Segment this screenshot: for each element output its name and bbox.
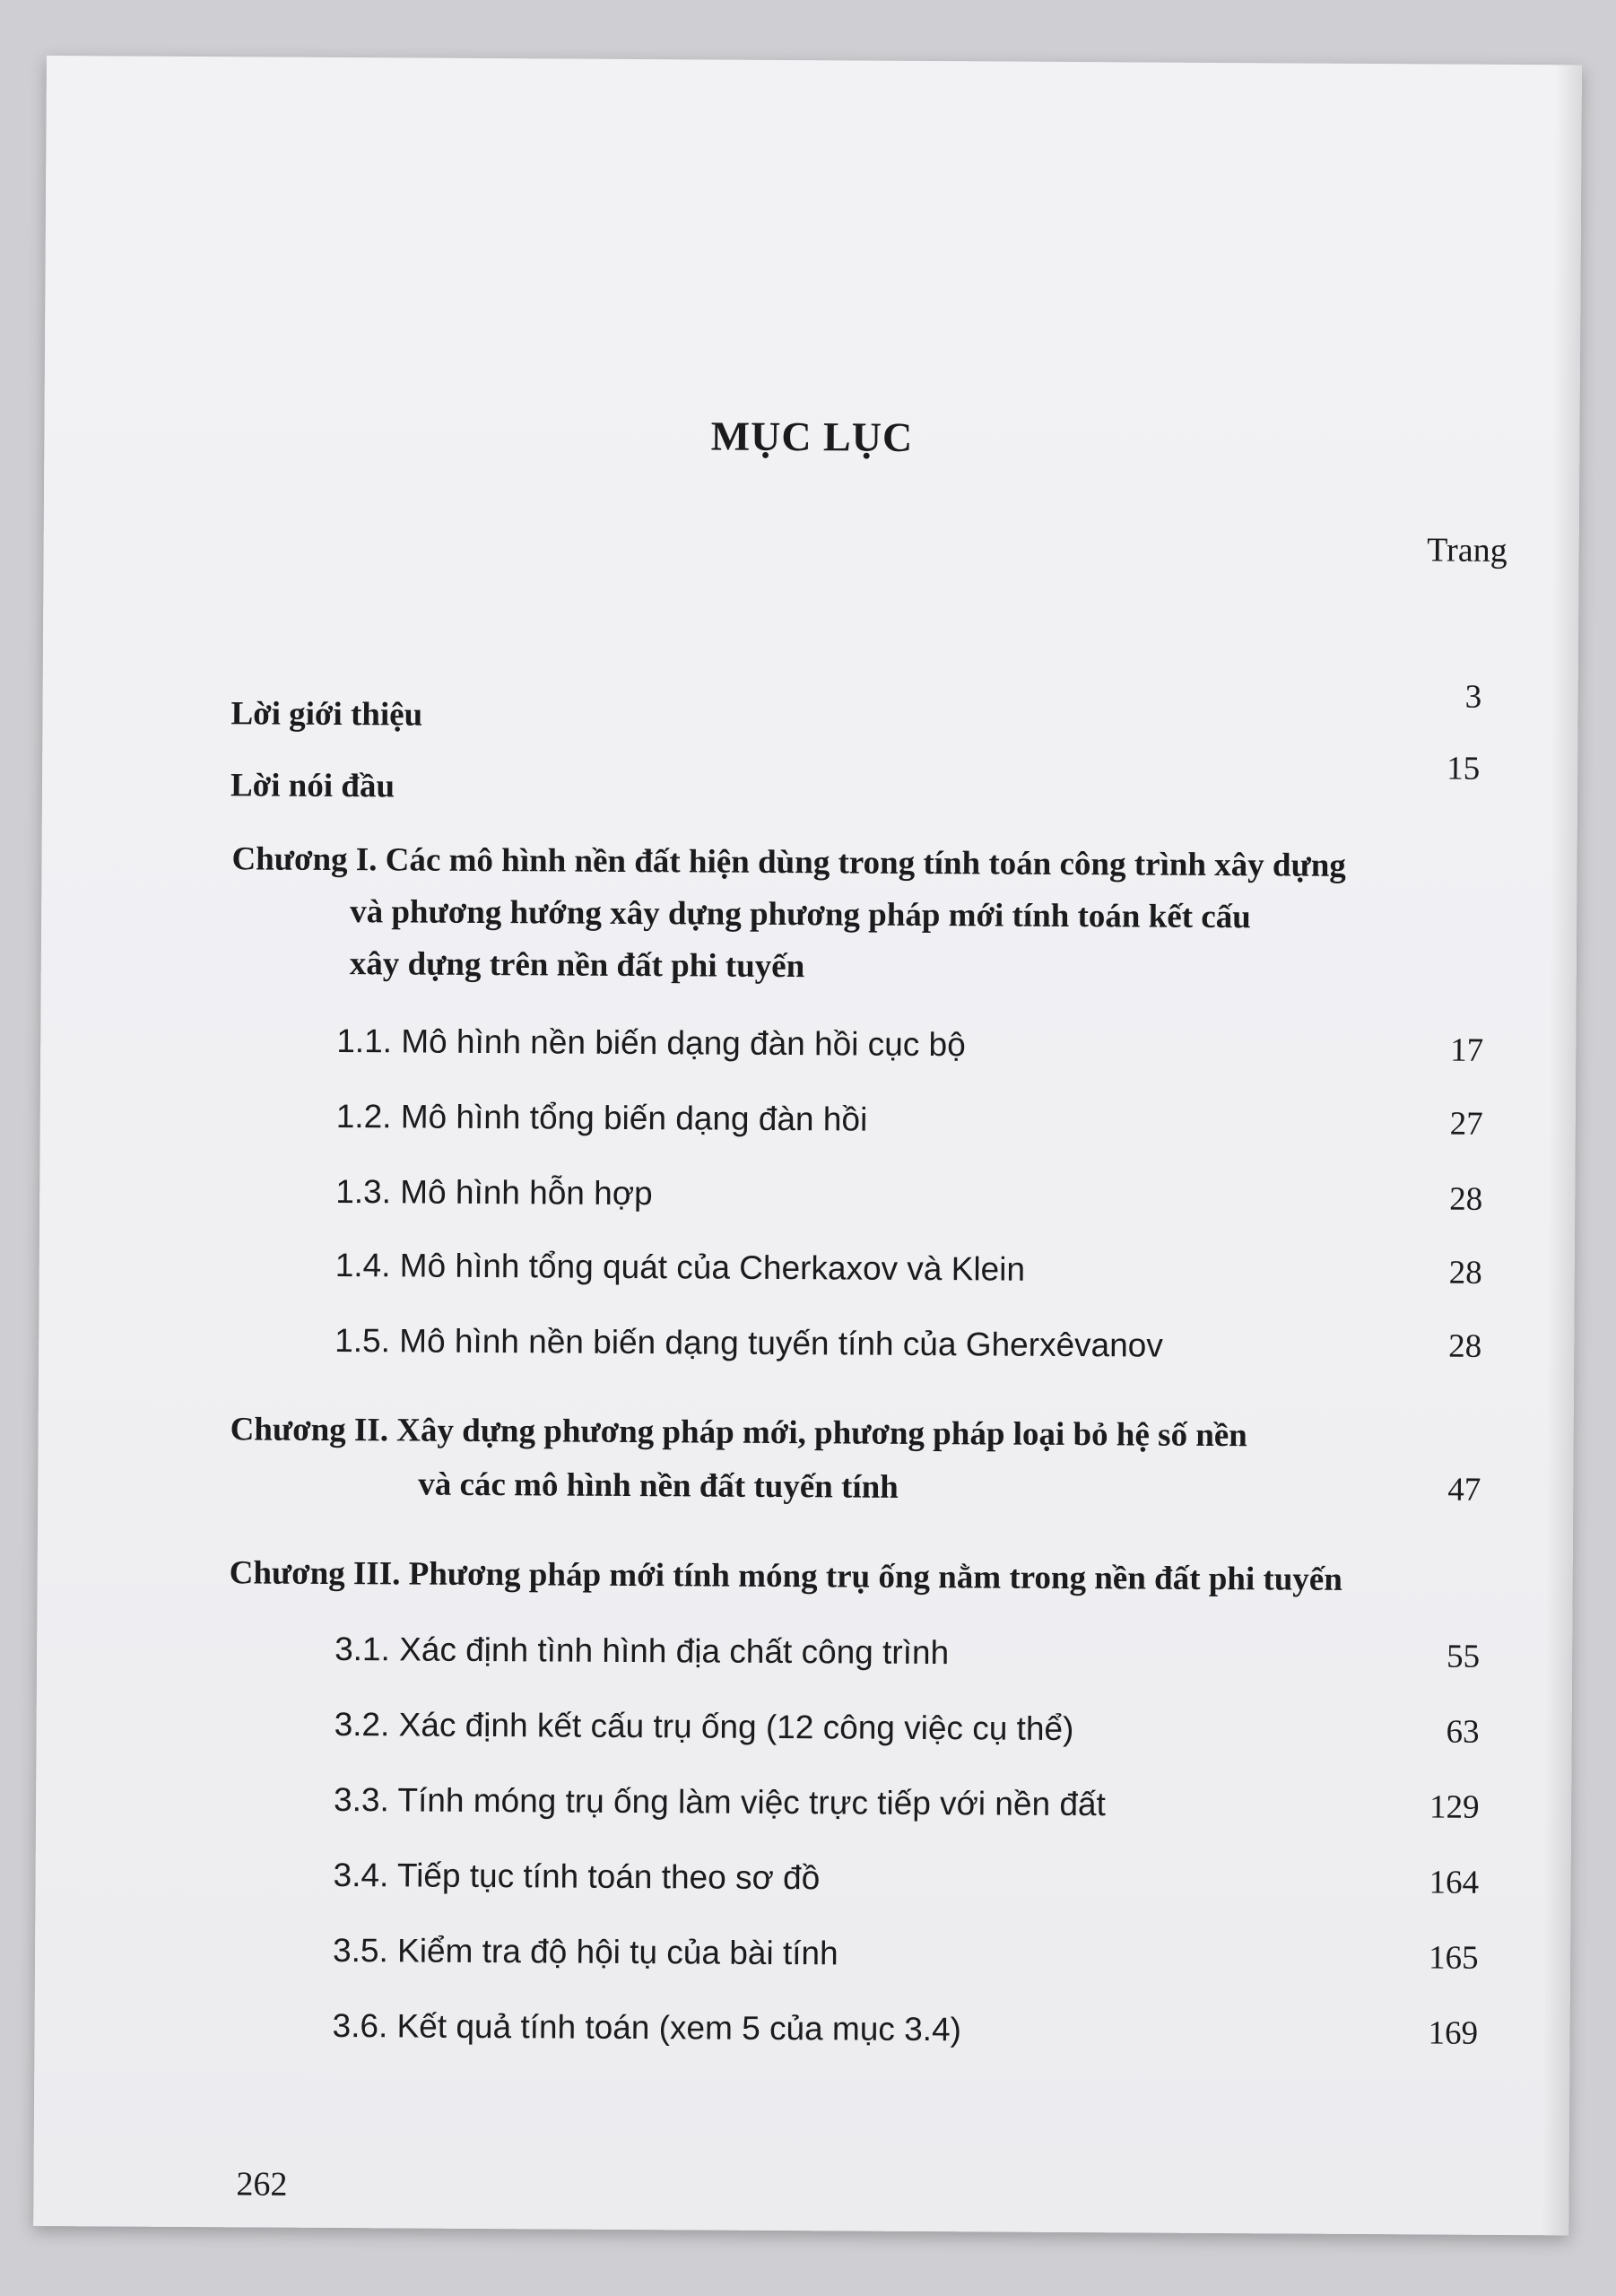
toc-entry-preface: Lời nói đầu [230, 767, 395, 805]
toc-page-3-4: 164 [1429, 1864, 1480, 1901]
toc-section-3-5: 3.5. Kiểm tra độ hội tụ của bài tính [332, 1931, 838, 1972]
toc-page-chapter-2: 47 [1447, 1471, 1481, 1509]
toc-page-preface: 15 [1447, 750, 1481, 787]
toc-page-1-5: 28 [1448, 1327, 1482, 1365]
toc-page-3-1: 55 [1446, 1638, 1481, 1675]
page-number: 262 [236, 2165, 288, 2204]
toc-section-1-2: 1.2. Mô hình tổng biến dạng đàn hồi [335, 1097, 868, 1138]
toc-page-1-4: 28 [1448, 1254, 1482, 1292]
page-column-header: Trang [1427, 531, 1507, 570]
toc-page-1-3: 28 [1449, 1180, 1483, 1218]
toc-chapter-2-line-1: Chương II. Xây dựng phương pháp mới, phương pháp loại bỏ hệ số nền [230, 1411, 1247, 1455]
toc-section-3-2: 3.2. Xác định kết cấu trụ ống (12 công việc cụ thể) [334, 1705, 1074, 1748]
toc-section-1-1: 1.1. Mô hình nền biến dạng đàn hồi cục bộ [336, 1022, 966, 1064]
toc-page-3-2: 63 [1446, 1713, 1480, 1751]
page-edge-shadow [1542, 65, 1582, 2235]
toc-chapter-1-line-2: và phương hướng xây dựng phương pháp mới tính toán kết cấu [350, 893, 1251, 936]
toc-section-3-3: 3.3. Tính móng trụ ống làm việc trực tiếp với nền đất [334, 1780, 1106, 1823]
toc-page-3-6: 169 [1428, 2014, 1479, 2052]
toc-page-3-5: 165 [1428, 1939, 1479, 1977]
toc-section-3-6: 3.6. Kết quả tính toán (xem 5 của mục 3.4) [332, 2006, 962, 2048]
toc-page-3-3: 129 [1429, 1788, 1480, 1826]
toc-section-1-4: 1.4. Mô hình tổng quát của Cherkaxov và Klein [334, 1246, 1026, 1288]
toc-page-1-2: 27 [1449, 1105, 1483, 1143]
page-title: MỤC LỤC [710, 413, 914, 460]
document-page [33, 56, 1582, 2235]
toc-page-intro: 3 [1464, 678, 1482, 716]
toc-chapter-1-line-3: xây dựng trên nền đất phi tuyến [349, 945, 805, 986]
toc-section-1-3: 1.3. Mô hình hỗn hợp [335, 1172, 653, 1213]
toc-chapter-1-line-1: Chương I. Các mô hình nền đất hiện dùng trong tính toán công trình xây dựng [231, 840, 1346, 884]
toc-section-3-4: 3.4. Tiếp tục tính toán theo sơ đồ [333, 1856, 821, 1897]
toc-chapter-3: Chương III. Phương pháp mới tính móng trụ ống nằm trong nền đất phi tuyến [229, 1554, 1342, 1598]
toc-page-1-1: 17 [1450, 1031, 1484, 1069]
toc-section-1-5: 1.5. Mô hình nền biến dạng tuyến tính của Gherxêvanov [334, 1321, 1163, 1364]
toc-section-3-1: 3.1. Xác định tình hình địa chất công trình [334, 1630, 950, 1672]
toc-entry-intro: Lời giới thiệu [230, 695, 423, 734]
toc-chapter-2-line-2: và các mô hình nền đất tuyến tính [418, 1465, 899, 1506]
